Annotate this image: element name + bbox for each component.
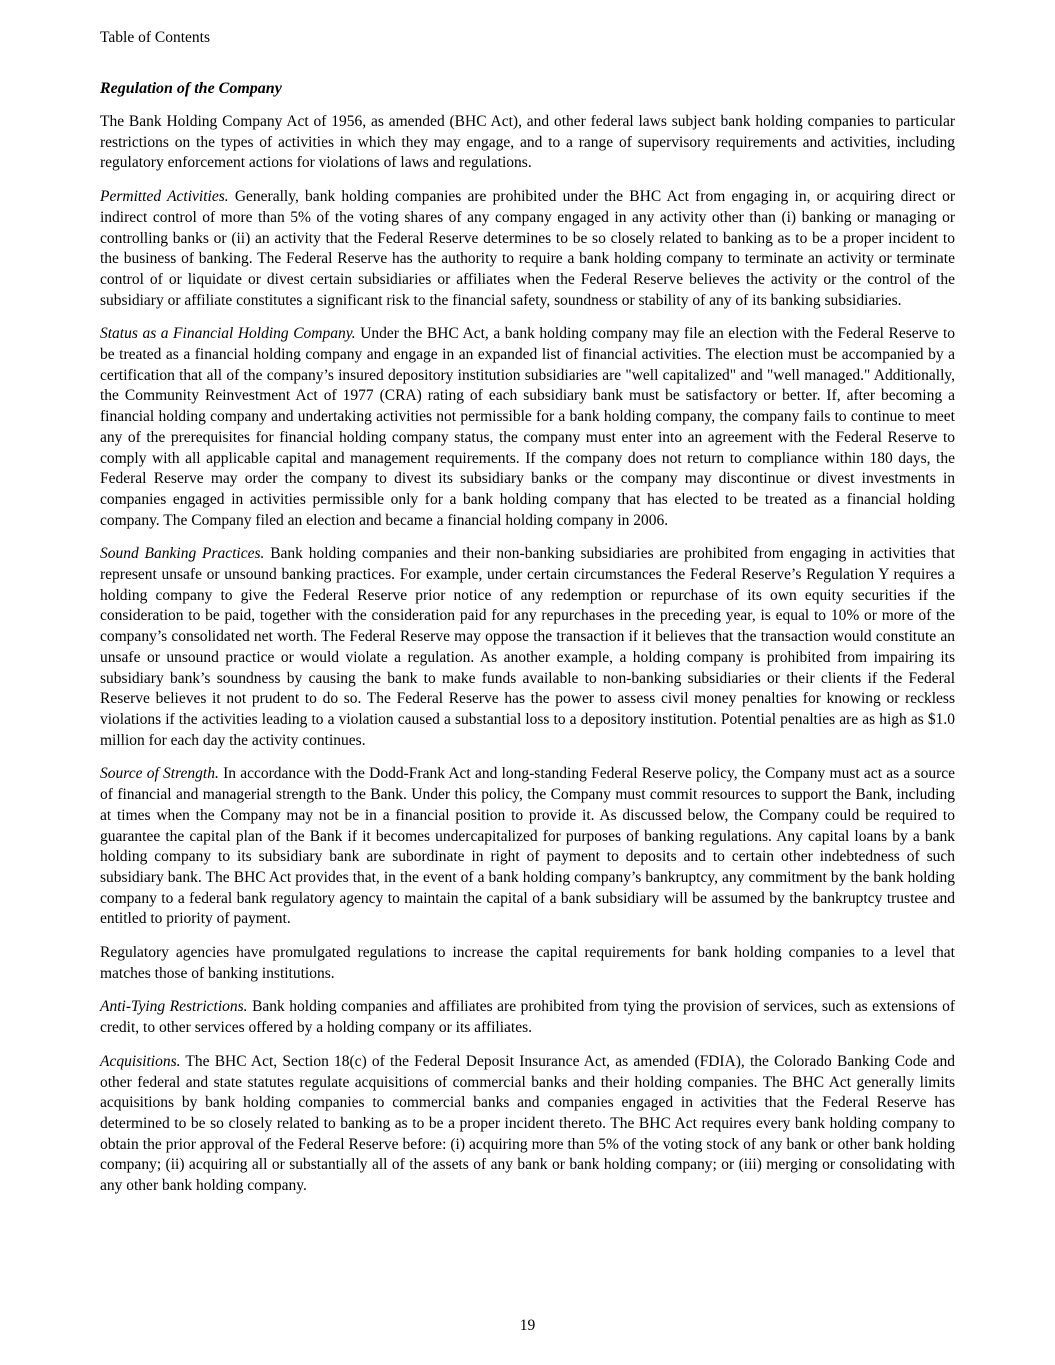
paragraph-acquisitions <box>100 1052 955 1197</box>
paragraph-lead: Source of Strength. <box>100 765 219 783</box>
paragraph-lead: Permitted Activities. <box>100 188 229 206</box>
paragraph-lead: Anti-Tying Restrictions. <box>100 998 248 1016</box>
page-number: 19 <box>519 1317 536 1334</box>
paragraph-lead: Status as a Financial Holding Company. <box>100 325 356 343</box>
paragraph-text: Under the BHC Act, a bank holding company may file an election with the Federal Reserve to be treated as a financial holding company and engage in an expanded list of financial activities. The election must be accompanied by a certification that all of the company’s insured depository institution subsidiaries are "well capitalized" and "well managed." Additionally, the Community Reinvestment Act of 1977 (CRA) rating of each subsidiary bank must be satisfactory or better. If, after becoming a financial holding company and undertaking activities not permissible for a bank holding company, the company fails to continue to meet any of the prerequisites for financial holding company status, the company must enter into an agreement with the Federal Reserve to comply with all applicable capital and management requirements. If the company does not return to compliance within 180 days, the Federal Reserve may order the company to divest its subsidiary banks or the company may discontinue or divest investments in companies engaged in activities permissible only for a bank holding company that has elected to be treated as a financial holding company. The Company filed an election and became a financial holding company in 2006. <box>100 325 955 529</box>
paragraph-source-of-strength <box>100 764 955 930</box>
paragraph-text: Bank holding companies and affiliates are prohibited from tying the provision of services, such as extensions of credit, to other services offered by a holding company or its affiliates. <box>100 998 956 1037</box>
paragraph-text: In accordance with the Dodd-Frank Act and long-standing Federal Reserve policy, the Company must act as a source of financial and managerial strength to the Bank. Under this policy, the Company must commit resources to support the Bank, including at times when the Company may not be in a financial position to provide it. As discussed below, the Company could be required to guarantee the capital plan of the Bank if it becomes undercapitalized for purposes of banking regulations. Any capital loans by a bank holding company to its subsidiary bank are subordinate in right of payment to deposits and to certain other indebtedness of such subsidiary bank. The BHC Act provides that, in the event of a bank holding company’s bankruptcy, any commitment by the bank holding company to a federal bank regulatory agency to maintain the capital of a bank subsidiary will be assumed by the bankruptcy trustee and entitled to priority of payment. <box>100 765 955 928</box>
paragraph-text: The BHC Act, Section 18(c) of the Federal Deposit Insurance Act, as amended (FDIA), the Colorado Banking Code and other federal and state statutes regulate acquisitions of commercial banks and their holding companies. The BHC Act generally limits acquisitions by bank holding companies to commercial banks and companies engaged in activities that the Federal Reserve has determined to be so closely related to banking as to be a proper incident thereto. The BHC Act requires every bank holding company to obtain the prior approval of the Federal Reserve before: (i) acquiring more than 5% of the voting stock of any bank or other bank holding company; (ii) acquiring all or substantially all of the assets of any bank or bank holding company; or (iii) merging or consolidating with any other bank holding company. <box>100 1052 955 1195</box>
paragraph-permitted-activities <box>100 187 955 311</box>
section-heading: Regulation of the Company <box>100 80 282 97</box>
paragraph-lead: Sound Banking Practices. <box>100 545 265 563</box>
paragraph-financial-holding-company <box>100 324 955 531</box>
paragraph-lead: Acquisitions. <box>100 1052 181 1070</box>
paragraph-sound-banking-practices <box>100 544 955 751</box>
paragraph-text: Bank holding companies and their non-banking subsidiaries are prohibited from engaging in activities that represent unsafe or unsound banking practices. For example, under certain circumstances the Federal Reserve’s Regulation Y requires a holding company to give the Federal Reserve prior notice of any redemption or repurchase of its own equity securities if the consideration to be paid, together with the consideration paid for any repurchases in the preceding year, is equal to 10% or more of the company’s consolidated net worth. The Federal Reserve may oppose the transaction if it believes that the transaction would constitute an unsafe or unsound practice or would violate a regulation. As another example, a holding company is prohibited from impairing its subsidiary bank’s soundness by causing the bank to make funds available to non-banking subsidiaries or their clients if the Federal Reserve believes it not prudent to do so. The Federal Reserve has the power to assess civil money penalties for knowing or reckless violations if the activities leading to a violation caused a substantial loss to a depository institution. Potential penalties are as high as $1.0 million for each day the activity continues. <box>100 545 955 749</box>
paragraph-text: Regulatory agencies have promulgated regulations to increase the capital requirements for bank holding companies to a level that matches those of banking institutions. <box>100 944 955 982</box>
paragraph-bhc-act-overview <box>100 112 955 174</box>
paragraph-text: The Bank Holding Company Act of 1956, as amended (BHC Act), and other federal laws subject bank holding companies to particular restrictions on the types of activities in which they may engage, and to a range of supervisory requirements and activities, including regulatory enforcement actions for violations of laws and regulations. <box>100 113 955 172</box>
table-of-contents-link[interactable]: Table of Contents <box>100 29 210 46</box>
paragraph-regulatory-agencies <box>100 943 955 984</box>
paragraph-text: Generally, bank holding companies are prohibited under the BHC Act from engaging in, or acquiring direct or indirect control of more than 5% of the voting shares of any company engaged in any activity other than (i) banking or managing or controlling banks or (ii) an activity that the Federal Reserve determines to be so closely related to banking as to be a proper incident to the business of banking. The Federal Reserve has the authority to require a bank holding company to terminate an activity or terminate control of or liquidate or divest certain subsidiaries or affiliates when the Federal Reserve believes the activity or the control of the subsidiary or affiliate constitutes a significant risk to the financial safety, soundness or stability of any of its banking subsidiaries. <box>100 188 956 309</box>
paragraph-anti-tying-restrictions <box>100 997 955 1038</box>
